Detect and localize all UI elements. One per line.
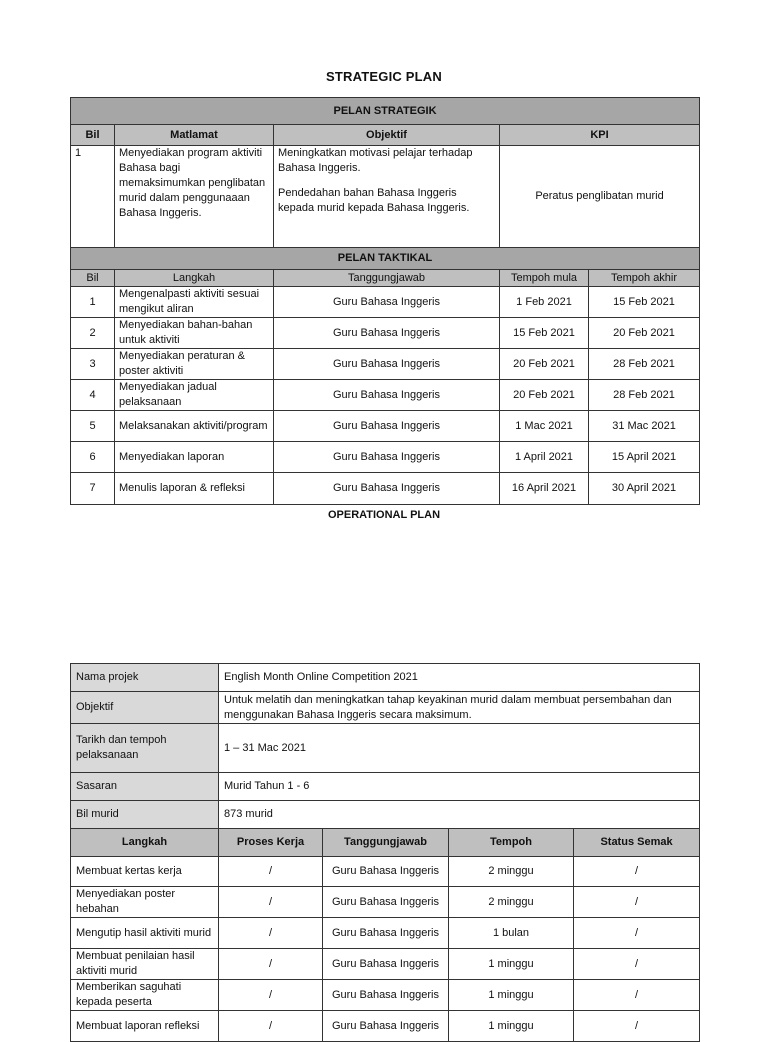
info-label: Sasaran <box>71 773 219 801</box>
tactical-band: PELAN TAKTIKAL <box>71 248 700 270</box>
op-header-tanggungjawab: Tanggungjawab <box>323 829 449 857</box>
strategic-band: PELAN STRATEGIK <box>71 98 700 125</box>
table-row <box>71 318 700 349</box>
header-kpi: KPI <box>500 125 700 146</box>
info-row <box>71 664 700 692</box>
table-row <box>71 411 700 442</box>
tactical-bil: 4 <box>71 380 115 411</box>
info-value: Untuk melatih dan meningkatkan tahap keyakinan murid dalam membuat persembahan dan menggunakan Bahasa Inggeris secara maksimum. <box>219 692 700 724</box>
info-value: Murid Tahun 1 - 6 <box>219 773 700 801</box>
tactical-tanggungjawab: Guru Bahasa Inggeris <box>274 380 500 411</box>
tactical-band-row <box>71 248 700 270</box>
op-proses: / <box>219 949 323 980</box>
op-proses: / <box>219 1011 323 1042</box>
op-tempoh: 2 minggu <box>449 887 574 918</box>
tactical-mula: 16 April 2021 <box>500 473 589 505</box>
info-row <box>71 724 700 773</box>
info-row <box>71 692 700 724</box>
tactical-tanggungjawab: Guru Bahasa Inggeris <box>274 349 500 380</box>
info-label: Objektif <box>71 692 219 724</box>
info-row <box>71 801 700 829</box>
op-status: / <box>574 918 700 949</box>
tactical-akhir: 28 Feb 2021 <box>589 349 700 380</box>
strategic-band-row <box>71 98 700 125</box>
op-tanggungjawab: Guru Bahasa Inggeris <box>323 980 449 1011</box>
table-row <box>71 349 700 380</box>
strategic-matlamat: Menyediakan program aktiviti Bahasa bagi memaksimumkan penglibatan murid dalam penggunaaan Bahasa Inggeris. <box>115 146 274 248</box>
op-langkah: Menyediakan poster hebahan <box>71 887 219 918</box>
strategic-objektif <box>274 146 500 248</box>
header-objektif: Objektif <box>274 125 500 146</box>
tactical-akhir: 30 April 2021 <box>589 473 700 505</box>
tactical-tanggungjawab: Guru Bahasa Inggeris <box>274 318 500 349</box>
tactical-langkah: Menyediakan jadual pelaksanaan <box>115 380 274 411</box>
table-row <box>71 949 700 980</box>
op-proses: / <box>219 980 323 1011</box>
tactical-akhir: 28 Feb 2021 <box>589 380 700 411</box>
info-row <box>71 773 700 801</box>
objektif-line-1: Meningkatkan motivasi pelajar terhadap Bahasa Inggeris. <box>278 147 473 174</box>
tactical-mula: 1 Feb 2021 <box>500 287 589 318</box>
table-row <box>71 980 700 1011</box>
tactical-tanggungjawab: Guru Bahasa Inggeris <box>274 287 500 318</box>
op-proses: / <box>219 857 323 887</box>
tactical-tanggungjawab: Guru Bahasa Inggeris <box>274 442 500 473</box>
tactical-header-bil: Bil <box>71 270 115 287</box>
info-value: English Month Online Competition 2021 <box>219 664 700 692</box>
op-langkah: Membuat laporan refleksi <box>71 1011 219 1042</box>
tactical-langkah: Melaksanakan aktiviti/program <box>115 411 274 442</box>
tactical-tanggungjawab: Guru Bahasa Inggeris <box>274 411 500 442</box>
page-title: STRATEGIC PLAN <box>326 69 442 84</box>
tactical-bil: 1 <box>71 287 115 318</box>
op-header-proses: Proses Kerja <box>219 829 323 857</box>
tactical-mula: 1 Mac 2021 <box>500 411 589 442</box>
op-langkah: Membuat kertas kerja <box>71 857 219 887</box>
tactical-langkah: Menyediakan laporan <box>115 442 274 473</box>
op-tempoh: 2 minggu <box>449 857 574 887</box>
header-bil: Bil <box>71 125 115 146</box>
info-label: Nama projek <box>71 664 219 692</box>
op-tempoh: 1 minggu <box>449 949 574 980</box>
op-langkah: Mengutip hasil aktiviti murid <box>71 918 219 949</box>
tactical-header-tanggungjawab: Tanggungjawab <box>274 270 500 287</box>
tactical-bil: 7 <box>71 473 115 505</box>
op-langkah: Membuat penilaian hasil aktiviti murid <box>71 949 219 980</box>
tactical-bil: 5 <box>71 411 115 442</box>
tactical-langkah: Menulis laporan & refleksi <box>115 473 274 505</box>
table-row <box>71 473 700 505</box>
table-row <box>71 887 700 918</box>
op-status: / <box>574 949 700 980</box>
tactical-bil: 2 <box>71 318 115 349</box>
op-status: / <box>574 887 700 918</box>
op-tanggungjawab: Guru Bahasa Inggeris <box>323 949 449 980</box>
op-tempoh: 1 minggu <box>449 980 574 1011</box>
op-header-tempoh: Tempoh <box>449 829 574 857</box>
op-header-status: Status Semak <box>574 829 700 857</box>
op-tanggungjawab: Guru Bahasa Inggeris <box>323 918 449 949</box>
operational-header-row <box>71 829 700 857</box>
operational-table <box>70 663 700 1042</box>
strategic-bil: 1 <box>71 146 115 248</box>
table-row <box>71 857 700 887</box>
op-status: / <box>574 1011 700 1042</box>
tactical-bil: 6 <box>71 442 115 473</box>
objektif-line-2: Pendedahan bahan Bahasa Inggeris kepada murid kepada Bahasa Inggeris. <box>278 187 470 214</box>
op-tempoh: 1 minggu <box>449 1011 574 1042</box>
tactical-mula: 20 Feb 2021 <box>500 349 589 380</box>
op-langkah: Memberikan saguhati kepada peserta <box>71 980 219 1011</box>
table-row <box>71 380 700 411</box>
op-tanggungjawab: Guru Bahasa Inggeris <box>323 1011 449 1042</box>
tactical-akhir: 20 Feb 2021 <box>589 318 700 349</box>
table-row <box>71 287 700 318</box>
op-status: / <box>574 857 700 887</box>
tactical-mula: 20 Feb 2021 <box>500 380 589 411</box>
tactical-langkah: Menyediakan peraturan & poster aktiviti <box>115 349 274 380</box>
op-tempoh: 1 bulan <box>449 918 574 949</box>
header-matlamat: Matlamat <box>115 125 274 146</box>
operational-plan-title: OPERATIONAL PLAN <box>327 509 441 521</box>
op-header-langkah: Langkah <box>71 829 219 857</box>
tactical-mula: 15 Feb 2021 <box>500 318 589 349</box>
info-value: 873 murid <box>219 801 700 829</box>
tactical-tanggungjawab: Guru Bahasa Inggeris <box>274 473 500 505</box>
op-proses: / <box>219 887 323 918</box>
info-value: 1 – 31 Mac 2021 <box>219 724 700 773</box>
tactical-header-mula: Tempoh mula <box>500 270 589 287</box>
strategic-kpi: Peratus penglibatan murid <box>500 146 700 248</box>
op-tanggungjawab: Guru Bahasa Inggeris <box>323 887 449 918</box>
info-label: Tarikh dan tempoh pelaksanaan <box>71 724 219 773</box>
table-row <box>71 1011 700 1042</box>
tactical-akhir: 31 Mac 2021 <box>589 411 700 442</box>
tactical-langkah: Mengenalpasti aktiviti sesuai mengikut aliran <box>115 287 274 318</box>
op-status: / <box>574 980 700 1011</box>
op-tanggungjawab: Guru Bahasa Inggeris <box>323 857 449 887</box>
tactical-bil: 3 <box>71 349 115 380</box>
tactical-header-langkah: Langkah <box>115 270 274 287</box>
strategic-header-row <box>71 125 700 146</box>
op-proses: / <box>219 918 323 949</box>
table-row <box>71 442 700 473</box>
tactical-akhir: 15 Feb 2021 <box>589 287 700 318</box>
strategic-row <box>71 146 700 248</box>
info-label: Bil murid <box>71 801 219 829</box>
tactical-akhir: 15 April 2021 <box>589 442 700 473</box>
strategic-tactical-table <box>70 97 700 505</box>
tactical-header-row <box>71 270 700 287</box>
tactical-mula: 1 April 2021 <box>500 442 589 473</box>
tactical-langkah: Menyediakan bahan-bahan untuk aktiviti <box>115 318 274 349</box>
table-row <box>71 918 700 949</box>
tactical-header-akhir: Tempoh akhir <box>589 270 700 287</box>
